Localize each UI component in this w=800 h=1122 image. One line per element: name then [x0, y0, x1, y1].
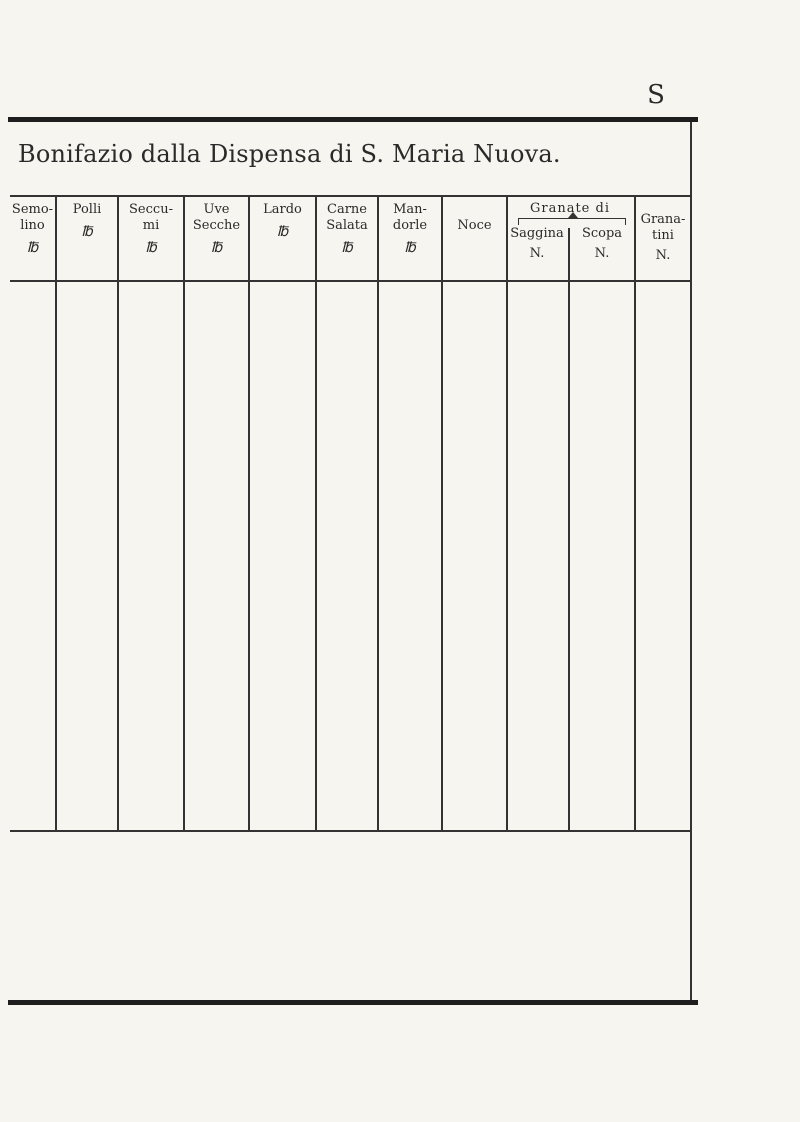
column-divider: [117, 197, 119, 830]
column-divider: [248, 197, 250, 830]
column-label: Uve Secche: [192, 202, 241, 233]
column-label: Polli: [72, 202, 102, 217]
column-unit: ℔: [26, 240, 39, 256]
column-label: Scopa: [581, 226, 623, 241]
top-rule: [8, 117, 698, 122]
column-unit: N.: [594, 246, 610, 261]
table-bottom-rule: [10, 830, 690, 832]
page-letter: S: [647, 80, 665, 110]
column-divider: [183, 197, 185, 830]
column-unit: N.: [655, 248, 671, 263]
column-divider: [568, 228, 570, 830]
group-brace-point: [568, 212, 578, 218]
column-divider: [506, 197, 508, 830]
column-label: Grana- tini: [640, 212, 686, 243]
column-header-mandorle: [379, 202, 441, 256]
bottom-rule: [8, 1000, 698, 1005]
column-header-seccumi: [119, 202, 183, 256]
column-unit: ℔: [404, 240, 416, 256]
column-unit: ℔: [276, 224, 289, 240]
column-header-granatini: [636, 212, 690, 264]
column-header-lardo: [250, 202, 315, 240]
right-frame-line: [690, 122, 692, 1000]
column-unit: ℔: [341, 240, 353, 256]
column-unit: N.: [529, 246, 545, 261]
column-divider: [55, 197, 57, 830]
column-label: Noce: [457, 218, 492, 233]
column-label: Saggina: [510, 226, 564, 241]
column-header-uve-secche: [185, 202, 248, 256]
group-header-granate: Granate di: [529, 201, 610, 216]
page-title: Bonifazio dalla Dispensa di S. Maria Nuova.: [18, 140, 561, 168]
column-unit: ℔: [210, 240, 223, 256]
column-header-scopa: [570, 226, 634, 262]
group-brace: [518, 218, 626, 225]
column-header-noce: [443, 218, 506, 234]
column-label: Semo- lino: [11, 202, 54, 233]
column-divider: [377, 197, 379, 830]
column-header-semolino: [10, 202, 55, 256]
column-header-carne-salata: [317, 202, 377, 256]
header-bottom-rule: [10, 280, 690, 282]
header-top-rule: [10, 195, 690, 197]
column-divider: [315, 197, 317, 830]
column-header-saggina: [506, 226, 568, 262]
column-divider: [441, 197, 443, 830]
column-unit: ℔: [145, 240, 157, 256]
column-unit: ℔: [81, 224, 93, 240]
column-label: Man- dorle: [392, 202, 428, 233]
column-label: Carne Salata: [326, 202, 368, 233]
column-header-polli: [57, 202, 117, 240]
column-label: Seccu- mi: [129, 202, 173, 233]
column-label: Lardo: [263, 202, 302, 217]
column-divider: [634, 197, 636, 830]
